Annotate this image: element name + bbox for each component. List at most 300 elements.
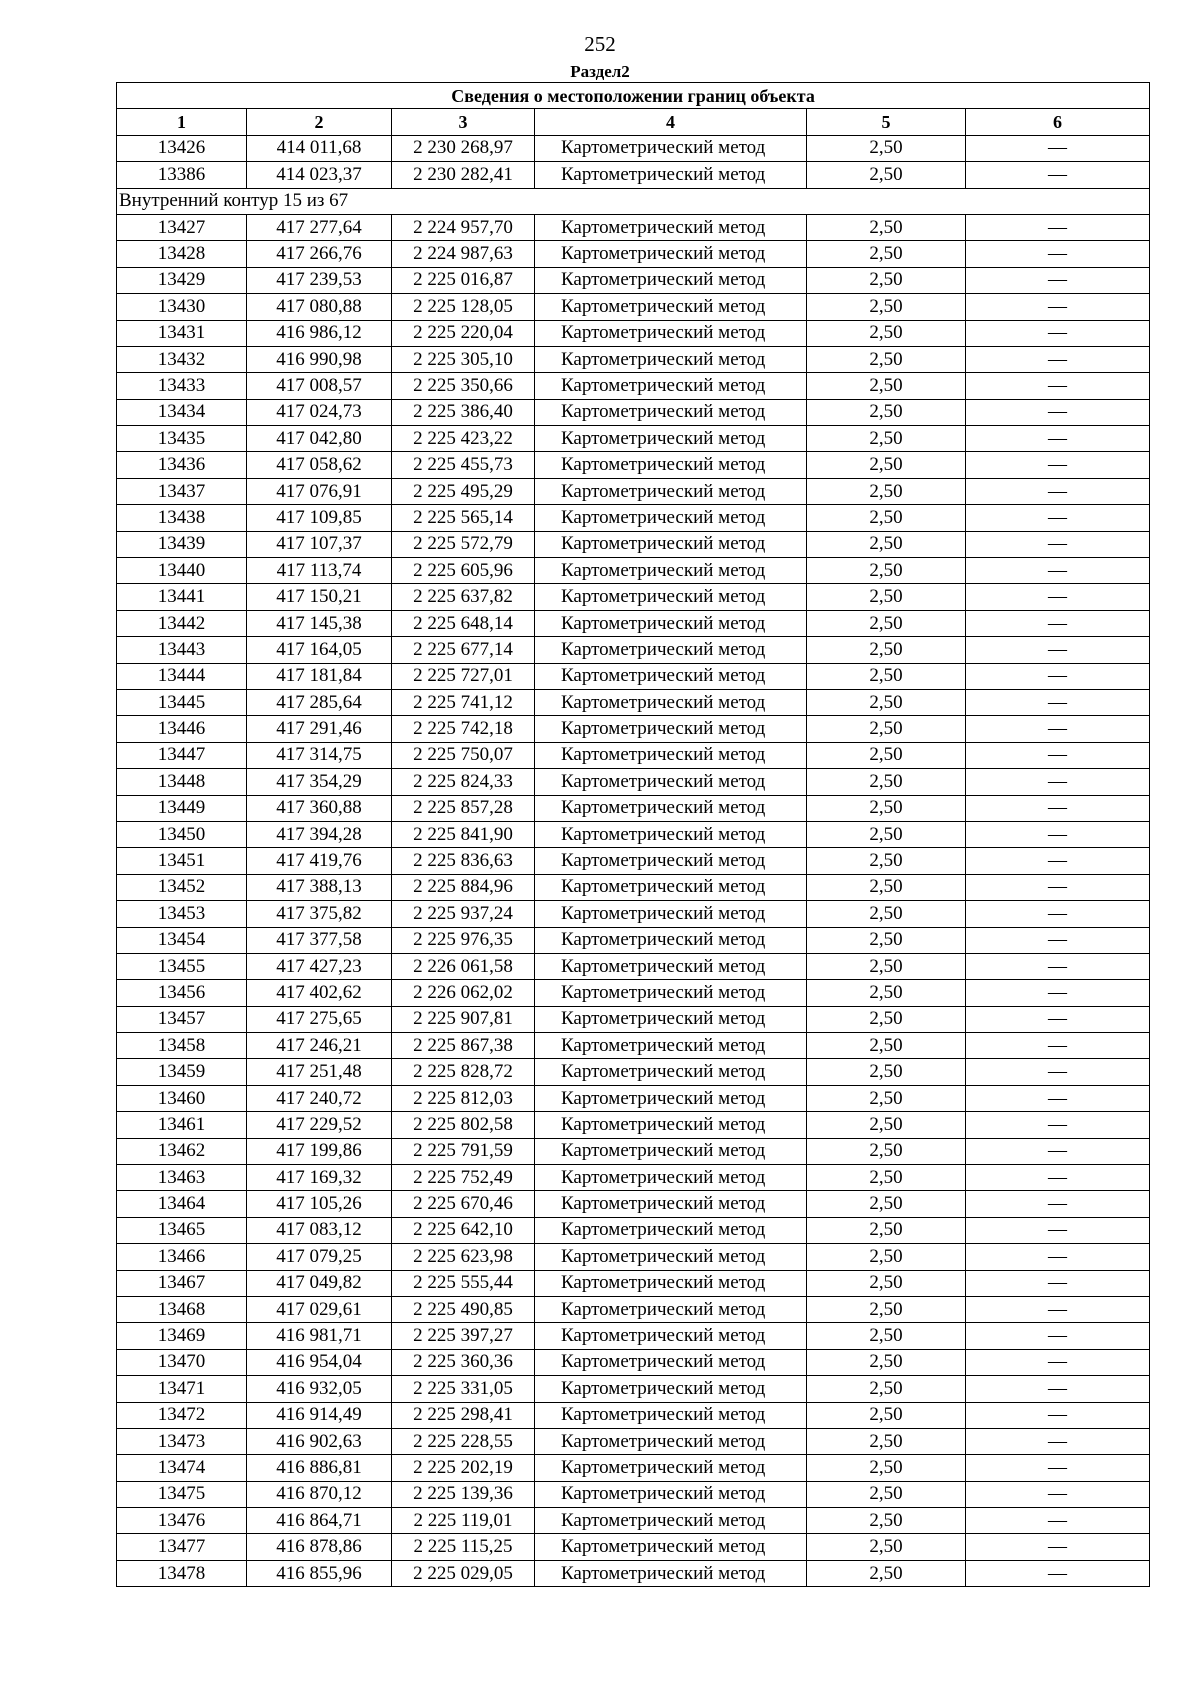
accuracy-cell: 2,50: [807, 821, 966, 847]
method-cell: Картометрический метод: [535, 1006, 807, 1032]
description-cell: —: [966, 953, 1150, 979]
table-row: [117, 980, 1150, 1006]
table-row: [117, 162, 1150, 188]
x-coordinate-cell: 416 886,81: [247, 1455, 392, 1481]
table-row: [117, 1033, 1150, 1059]
table-row: [117, 1270, 1150, 1296]
column-header: 6: [966, 109, 1150, 135]
accuracy-cell: 2,50: [807, 1191, 966, 1217]
point-number-cell: 13466: [117, 1244, 247, 1270]
description-cell: —: [966, 1323, 1150, 1349]
description-cell: —: [966, 1059, 1150, 1085]
method-cell: Картометрический метод: [535, 742, 807, 768]
point-number-cell: 13447: [117, 742, 247, 768]
y-coordinate-cell: 2 225 642,10: [392, 1217, 535, 1243]
x-coordinate-cell: 416 855,96: [247, 1560, 392, 1586]
x-coordinate-cell: 417 246,21: [247, 1033, 392, 1059]
point-number-cell: 13427: [117, 214, 247, 240]
accuracy-cell: 2,50: [807, 874, 966, 900]
point-number-cell: 13436: [117, 452, 247, 478]
method-cell: Картометрический метод: [535, 953, 807, 979]
x-coordinate-cell: 417 239,53: [247, 267, 392, 293]
method-cell: Картометрический метод: [535, 241, 807, 267]
column-header: 2: [247, 109, 392, 135]
description-cell: —: [966, 1138, 1150, 1164]
table-row: [117, 241, 1150, 267]
point-number-cell: 13452: [117, 874, 247, 900]
x-coordinate-cell: 417 251,48: [247, 1059, 392, 1085]
description-cell: —: [966, 980, 1150, 1006]
point-number-cell: 13459: [117, 1059, 247, 1085]
x-coordinate-cell: 417 109,85: [247, 505, 392, 531]
y-coordinate-cell: 2 225 637,82: [392, 584, 535, 610]
accuracy-cell: 2,50: [807, 1560, 966, 1586]
table-caption-row: [117, 83, 1150, 109]
description-cell: —: [966, 610, 1150, 636]
y-coordinate-cell: 2 230 282,41: [392, 162, 535, 188]
description-cell: —: [966, 426, 1150, 452]
y-coordinate-cell: 2 225 884,96: [392, 874, 535, 900]
y-coordinate-cell: 2 225 623,98: [392, 1244, 535, 1270]
point-number-cell: 13476: [117, 1508, 247, 1534]
accuracy-cell: 2,50: [807, 1112, 966, 1138]
point-number-cell: 13468: [117, 1296, 247, 1322]
table-row: [117, 1323, 1150, 1349]
point-number-cell: 13463: [117, 1165, 247, 1191]
contour-label: Внутренний контур 15 из 67: [117, 188, 1150, 214]
accuracy-cell: 2,50: [807, 1006, 966, 1032]
x-coordinate-cell: 417 105,26: [247, 1191, 392, 1217]
accuracy-cell: 2,50: [807, 1270, 966, 1296]
x-coordinate-cell: 417 024,73: [247, 399, 392, 425]
table-row: [117, 637, 1150, 663]
point-number-cell: 13439: [117, 531, 247, 557]
y-coordinate-cell: 2 225 742,18: [392, 716, 535, 742]
table-row: [117, 1560, 1150, 1586]
table-row: [117, 1191, 1150, 1217]
accuracy-cell: 2,50: [807, 769, 966, 795]
description-cell: —: [966, 1560, 1150, 1586]
method-cell: Картометрический метод: [535, 1534, 807, 1560]
accuracy-cell: 2,50: [807, 399, 966, 425]
point-number-cell: 13446: [117, 716, 247, 742]
description-cell: —: [966, 1296, 1150, 1322]
point-number-cell: 13455: [117, 953, 247, 979]
description-cell: —: [966, 795, 1150, 821]
table-row: [117, 1428, 1150, 1454]
x-coordinate-cell: 417 375,82: [247, 901, 392, 927]
x-coordinate-cell: 417 277,64: [247, 214, 392, 240]
x-coordinate-cell: 414 011,68: [247, 135, 392, 161]
table-row: [117, 426, 1150, 452]
accuracy-cell: 2,50: [807, 795, 966, 821]
table-row: [117, 267, 1150, 293]
point-number-cell: 13437: [117, 478, 247, 504]
point-number-cell: 13477: [117, 1534, 247, 1560]
method-cell: Картометрический метод: [535, 373, 807, 399]
y-coordinate-cell: 2 225 016,87: [392, 267, 535, 293]
accuracy-cell: 2,50: [807, 953, 966, 979]
accuracy-cell: 2,50: [807, 637, 966, 663]
page-number: 252: [584, 32, 616, 56]
point-number-cell: 13428: [117, 241, 247, 267]
accuracy-cell: 2,50: [807, 848, 966, 874]
table-row: [117, 531, 1150, 557]
table-row: [117, 294, 1150, 320]
table-row: [117, 1349, 1150, 1375]
y-coordinate-cell: 2 225 752,49: [392, 1165, 535, 1191]
method-cell: Картометрический метод: [535, 478, 807, 504]
accuracy-cell: 2,50: [807, 1165, 966, 1191]
accuracy-cell: 2,50: [807, 426, 966, 452]
accuracy-cell: 2,50: [807, 1349, 966, 1375]
accuracy-cell: 2,50: [807, 505, 966, 531]
table-row: [117, 320, 1150, 346]
x-coordinate-cell: 417 008,57: [247, 373, 392, 399]
y-coordinate-cell: 2 225 397,27: [392, 1323, 535, 1349]
x-coordinate-cell: 417 240,72: [247, 1085, 392, 1111]
y-coordinate-cell: 2 225 824,33: [392, 769, 535, 795]
table-row: [117, 1059, 1150, 1085]
y-coordinate-cell: 2 225 907,81: [392, 1006, 535, 1032]
table-row: [117, 927, 1150, 953]
accuracy-cell: 2,50: [807, 135, 966, 161]
column-header: 3: [392, 109, 535, 135]
x-coordinate-cell: 416 932,05: [247, 1376, 392, 1402]
description-cell: —: [966, 1508, 1150, 1534]
method-cell: Картометрический метод: [535, 1138, 807, 1164]
x-coordinate-cell: 417 150,21: [247, 584, 392, 610]
y-coordinate-cell: 2 225 139,36: [392, 1481, 535, 1507]
method-cell: Картометрический метод: [535, 135, 807, 161]
point-number-cell: 13460: [117, 1085, 247, 1111]
x-coordinate-cell: 416 981,71: [247, 1323, 392, 1349]
x-coordinate-cell: 417 291,46: [247, 716, 392, 742]
description-cell: —: [966, 1165, 1150, 1191]
method-cell: Картометрический метод: [535, 584, 807, 610]
description-cell: —: [966, 663, 1150, 689]
description-cell: —: [966, 1534, 1150, 1560]
description-cell: —: [966, 1112, 1150, 1138]
description-cell: —: [966, 214, 1150, 240]
accuracy-cell: 2,50: [807, 1033, 966, 1059]
accuracy-cell: 2,50: [807, 267, 966, 293]
point-number-cell: 13443: [117, 637, 247, 663]
method-cell: Картометрический метод: [535, 346, 807, 372]
method-cell: Картометрический метод: [535, 1085, 807, 1111]
method-cell: Картометрический метод: [535, 1560, 807, 1586]
y-coordinate-cell: 2 225 490,85: [392, 1296, 535, 1322]
description-cell: —: [966, 1428, 1150, 1454]
accuracy-cell: 2,50: [807, 162, 966, 188]
y-coordinate-cell: 2 225 677,14: [392, 637, 535, 663]
table-row: [117, 135, 1150, 161]
point-number-cell: 13445: [117, 689, 247, 715]
y-coordinate-cell: 2 225 119,01: [392, 1508, 535, 1534]
description-cell: —: [966, 267, 1150, 293]
y-coordinate-cell: 2 225 555,44: [392, 1270, 535, 1296]
y-coordinate-cell: 2 224 987,63: [392, 241, 535, 267]
table-body: [117, 135, 1150, 1586]
x-coordinate-cell: 417 042,80: [247, 426, 392, 452]
point-number-cell: 13442: [117, 610, 247, 636]
point-number-cell: 13453: [117, 901, 247, 927]
y-coordinate-cell: 2 225 791,59: [392, 1138, 535, 1164]
table-row: [117, 373, 1150, 399]
accuracy-cell: 2,50: [807, 294, 966, 320]
x-coordinate-cell: 417 058,62: [247, 452, 392, 478]
accuracy-cell: 2,50: [807, 1508, 966, 1534]
x-coordinate-cell: 417 314,75: [247, 742, 392, 768]
y-coordinate-cell: 2 225 572,79: [392, 531, 535, 557]
description-cell: —: [966, 769, 1150, 795]
point-number-cell: 13441: [117, 584, 247, 610]
description-cell: —: [966, 821, 1150, 847]
point-number-cell: 13461: [117, 1112, 247, 1138]
table-row: [117, 452, 1150, 478]
y-coordinate-cell: 2 225 727,01: [392, 663, 535, 689]
table-row: [117, 742, 1150, 768]
method-cell: Картометрический метод: [535, 1191, 807, 1217]
accuracy-cell: 2,50: [807, 214, 966, 240]
method-cell: Картометрический метод: [535, 1165, 807, 1191]
accuracy-cell: 2,50: [807, 241, 966, 267]
contour-row: [117, 188, 1150, 214]
table-row: [117, 689, 1150, 715]
description-cell: —: [966, 346, 1150, 372]
point-number-cell: 13448: [117, 769, 247, 795]
table-row: [117, 901, 1150, 927]
x-coordinate-cell: 417 181,84: [247, 663, 392, 689]
column-header: 4: [535, 109, 807, 135]
y-coordinate-cell: 2 225 360,36: [392, 1349, 535, 1375]
y-coordinate-cell: 2 225 937,24: [392, 901, 535, 927]
table-row: [117, 214, 1150, 240]
table-row: [117, 1296, 1150, 1322]
boundary-table: [116, 82, 1150, 1587]
point-number-cell: 13430: [117, 294, 247, 320]
x-coordinate-cell: 417 164,05: [247, 637, 392, 663]
table-row: [117, 769, 1150, 795]
point-number-cell: 13434: [117, 399, 247, 425]
y-coordinate-cell: 2 225 331,05: [392, 1376, 535, 1402]
accuracy-cell: 2,50: [807, 927, 966, 953]
table-header: [117, 83, 1150, 136]
table-row: [117, 1534, 1150, 1560]
x-coordinate-cell: 417 169,32: [247, 1165, 392, 1191]
description-cell: —: [966, 1085, 1150, 1111]
y-coordinate-cell: 2 225 202,19: [392, 1455, 535, 1481]
point-number-cell: 13462: [117, 1138, 247, 1164]
method-cell: Картометрический метод: [535, 214, 807, 240]
y-coordinate-cell: 2 225 495,29: [392, 478, 535, 504]
method-cell: Картометрический метод: [535, 1481, 807, 1507]
x-coordinate-cell: 416 990,98: [247, 346, 392, 372]
y-coordinate-cell: 2 225 812,03: [392, 1085, 535, 1111]
accuracy-cell: 2,50: [807, 1481, 966, 1507]
x-coordinate-cell: 417 083,12: [247, 1217, 392, 1243]
y-coordinate-cell: 2 226 061,58: [392, 953, 535, 979]
description-cell: —: [966, 505, 1150, 531]
description-cell: —: [966, 1244, 1150, 1270]
x-coordinate-cell: 416 914,49: [247, 1402, 392, 1428]
point-number-cell: 13451: [117, 848, 247, 874]
description-cell: —: [966, 1481, 1150, 1507]
point-number-cell: 13475: [117, 1481, 247, 1507]
method-cell: Картометрический метод: [535, 610, 807, 636]
y-coordinate-cell: 2 225 423,22: [392, 426, 535, 452]
method-cell: Картометрический метод: [535, 1402, 807, 1428]
method-cell: Картометрический метод: [535, 426, 807, 452]
accuracy-cell: 2,50: [807, 1323, 966, 1349]
accuracy-cell: 2,50: [807, 901, 966, 927]
table-row: [117, 1138, 1150, 1164]
table-row: [117, 821, 1150, 847]
table-row: [117, 1508, 1150, 1534]
y-coordinate-cell: 2 225 867,38: [392, 1033, 535, 1059]
description-cell: —: [966, 399, 1150, 425]
point-number-cell: 13450: [117, 821, 247, 847]
table-row: [117, 346, 1150, 372]
x-coordinate-cell: 417 427,23: [247, 953, 392, 979]
y-coordinate-cell: 2 225 455,73: [392, 452, 535, 478]
description-cell: —: [966, 1217, 1150, 1243]
y-coordinate-cell: 2 226 062,02: [392, 980, 535, 1006]
accuracy-cell: 2,50: [807, 610, 966, 636]
accuracy-cell: 2,50: [807, 1534, 966, 1560]
description-cell: —: [966, 848, 1150, 874]
accuracy-cell: 2,50: [807, 1402, 966, 1428]
point-number-cell: 13465: [117, 1217, 247, 1243]
accuracy-cell: 2,50: [807, 663, 966, 689]
accuracy-cell: 2,50: [807, 1244, 966, 1270]
method-cell: Картометрический метод: [535, 1508, 807, 1534]
method-cell: Картометрический метод: [535, 1349, 807, 1375]
y-coordinate-cell: 2 225 228,55: [392, 1428, 535, 1454]
description-cell: —: [966, 373, 1150, 399]
table-row: [117, 874, 1150, 900]
y-coordinate-cell: 2 225 605,96: [392, 558, 535, 584]
table-row: [117, 1244, 1150, 1270]
table-row: [117, 478, 1150, 504]
x-coordinate-cell: 417 388,13: [247, 874, 392, 900]
description-cell: —: [966, 1006, 1150, 1032]
accuracy-cell: 2,50: [807, 346, 966, 372]
x-coordinate-cell: 416 878,86: [247, 1534, 392, 1560]
table-row: [117, 1112, 1150, 1138]
description-cell: —: [966, 531, 1150, 557]
point-number-cell: 13473: [117, 1428, 247, 1454]
method-cell: Картометрический метод: [535, 267, 807, 293]
x-coordinate-cell: 414 023,37: [247, 162, 392, 188]
method-cell: Картометрический метод: [535, 1033, 807, 1059]
y-coordinate-cell: 2 225 841,90: [392, 821, 535, 847]
point-number-cell: 13464: [117, 1191, 247, 1217]
table-row: [117, 584, 1150, 610]
y-coordinate-cell: 2 225 802,58: [392, 1112, 535, 1138]
accuracy-cell: 2,50: [807, 1085, 966, 1111]
column-header: 5: [807, 109, 966, 135]
table-caption: Сведения о местоположении границ объекта: [117, 83, 1150, 109]
description-cell: —: [966, 689, 1150, 715]
method-cell: Картометрический метод: [535, 1296, 807, 1322]
table-row: [117, 399, 1150, 425]
method-cell: Картометрический метод: [535, 1217, 807, 1243]
y-coordinate-cell: 2 230 268,97: [392, 135, 535, 161]
method-cell: Картометрический метод: [535, 689, 807, 715]
y-coordinate-cell: 2 225 350,66: [392, 373, 535, 399]
method-cell: Картометрический метод: [535, 1059, 807, 1085]
x-coordinate-cell: 417 229,52: [247, 1112, 392, 1138]
y-coordinate-cell: 2 225 828,72: [392, 1059, 535, 1085]
x-coordinate-cell: 416 902,63: [247, 1428, 392, 1454]
x-coordinate-cell: 416 954,04: [247, 1349, 392, 1375]
accuracy-cell: 2,50: [807, 689, 966, 715]
point-number-cell: 13435: [117, 426, 247, 452]
point-number-cell: 13444: [117, 663, 247, 689]
description-cell: —: [966, 742, 1150, 768]
x-coordinate-cell: 417 199,86: [247, 1138, 392, 1164]
accuracy-cell: 2,50: [807, 1296, 966, 1322]
method-cell: Картометрический метод: [535, 901, 807, 927]
description-cell: —: [966, 1191, 1150, 1217]
description-cell: —: [966, 1402, 1150, 1428]
description-cell: —: [966, 1376, 1150, 1402]
method-cell: Картометрический метод: [535, 874, 807, 900]
method-cell: Картометрический метод: [535, 848, 807, 874]
description-cell: —: [966, 584, 1150, 610]
point-number-cell: 13431: [117, 320, 247, 346]
point-number-cell: 13454: [117, 927, 247, 953]
table-row: [117, 1402, 1150, 1428]
table-row: [117, 1217, 1150, 1243]
x-coordinate-cell: 417 049,82: [247, 1270, 392, 1296]
method-cell: Картометрический метод: [535, 1244, 807, 1270]
method-cell: Картометрический метод: [535, 663, 807, 689]
method-cell: Картометрический метод: [535, 505, 807, 531]
y-coordinate-cell: 2 225 128,05: [392, 294, 535, 320]
description-cell: —: [966, 716, 1150, 742]
point-number-cell: 13467: [117, 1270, 247, 1296]
y-coordinate-cell: 2 225 305,10: [392, 346, 535, 372]
accuracy-cell: 2,50: [807, 980, 966, 1006]
y-coordinate-cell: 2 225 750,07: [392, 742, 535, 768]
accuracy-cell: 2,50: [807, 742, 966, 768]
y-coordinate-cell: 2 225 670,46: [392, 1191, 535, 1217]
x-coordinate-cell: 417 266,76: [247, 241, 392, 267]
accuracy-cell: 2,50: [807, 452, 966, 478]
x-coordinate-cell: 417 113,74: [247, 558, 392, 584]
point-number-cell: 13449: [117, 795, 247, 821]
accuracy-cell: 2,50: [807, 320, 966, 346]
y-coordinate-cell: 2 225 115,25: [392, 1534, 535, 1560]
accuracy-cell: 2,50: [807, 1455, 966, 1481]
point-number-cell: 13432: [117, 346, 247, 372]
description-cell: —: [966, 637, 1150, 663]
table-row: [117, 1165, 1150, 1191]
method-cell: Картометрический метод: [535, 294, 807, 320]
description-cell: —: [966, 320, 1150, 346]
table-row: [117, 848, 1150, 874]
method-cell: Картометрический метод: [535, 637, 807, 663]
method-cell: Картометрический метод: [535, 716, 807, 742]
method-cell: Картометрический метод: [535, 980, 807, 1006]
description-cell: —: [966, 162, 1150, 188]
y-coordinate-cell: 2 225 741,12: [392, 689, 535, 715]
description-cell: —: [966, 452, 1150, 478]
y-coordinate-cell: 2 225 976,35: [392, 927, 535, 953]
description-cell: —: [966, 294, 1150, 320]
